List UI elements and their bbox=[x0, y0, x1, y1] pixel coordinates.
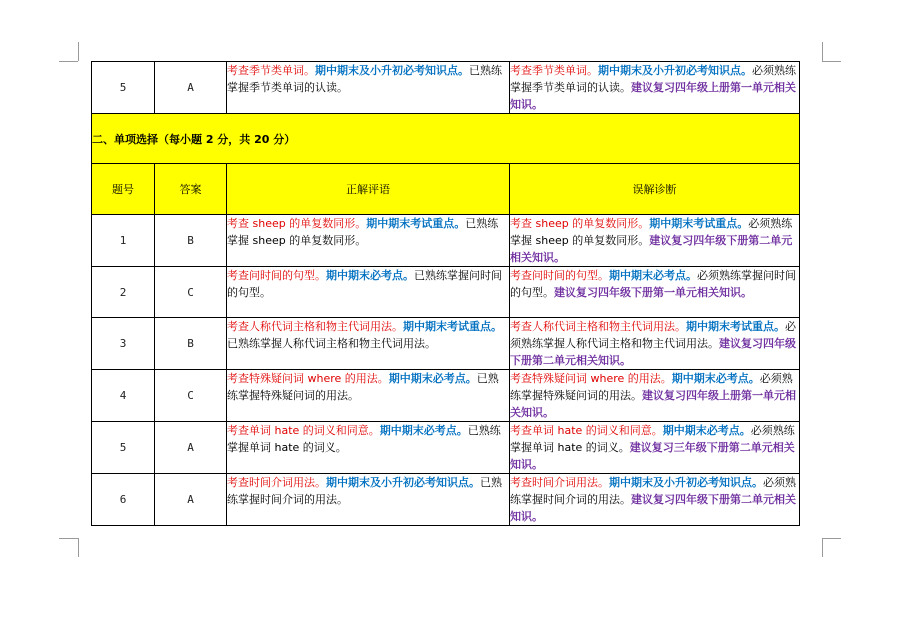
answer-cell: C bbox=[155, 267, 227, 318]
diagnosis-comment bbox=[510, 215, 800, 267]
comment-segment: 必须熟练掌握问时间的句型。 bbox=[510, 269, 796, 299]
comment-segment: 必须熟练掌握时间介词的用法。 bbox=[510, 476, 796, 506]
crop-mark bbox=[78, 42, 79, 61]
comment-segment: 已熟练掌握人称代词主格和物主代词用法。 bbox=[227, 337, 436, 350]
table-row bbox=[92, 215, 800, 267]
comment-segment: 考查 sheep 的单复数同形。 bbox=[510, 217, 650, 230]
diagnosis-comment bbox=[510, 62, 800, 114]
table-row bbox=[92, 474, 800, 526]
comment-segment: 已熟练掌握 sheep 的单复数同形。 bbox=[227, 217, 499, 247]
comment-segment: 期中期末考试重点。 bbox=[686, 320, 785, 333]
comment-segment: 已熟练掌握时间介词的用法。 bbox=[227, 476, 502, 506]
crop-mark bbox=[822, 538, 823, 557]
comment-segment: 建议复习四年级下册第二单元相关知识。 bbox=[510, 337, 796, 367]
comment-segment: 建议复习四年级下册第一单元相关知识。 bbox=[554, 286, 752, 299]
diagnosis-comment bbox=[510, 474, 800, 526]
header-review: 正解评语 bbox=[227, 164, 510, 215]
section-heading-row bbox=[92, 114, 800, 164]
comment-segment: 期中期末考试重点。 bbox=[366, 217, 466, 230]
comment-segment: 期中期末必考点。 bbox=[388, 372, 477, 385]
comment-segment: 期中期末必考点。 bbox=[379, 424, 468, 437]
table-row bbox=[92, 422, 800, 474]
table-row bbox=[92, 370, 800, 422]
crop-mark bbox=[59, 61, 78, 62]
comment-segment: 期中期末必考点。 bbox=[671, 372, 760, 385]
review-comment bbox=[227, 474, 510, 526]
comment-segment: 必须熟练掌握人称代词主格和物主代词用法。 bbox=[510, 320, 796, 350]
comment-segment: 必须熟练掌握 sheep 的单复数同形。 bbox=[510, 217, 793, 247]
review-comment bbox=[227, 370, 510, 422]
crop-mark bbox=[822, 42, 823, 61]
comment-segment: 建议复习四年级下册第二单元相关知识。 bbox=[510, 234, 793, 264]
comment-segment: 已熟练掌握特殊疑问词的用法。 bbox=[227, 372, 499, 402]
header-question-number: 题号 bbox=[92, 164, 155, 215]
question-number: 2 bbox=[92, 267, 155, 318]
review-comment bbox=[227, 267, 510, 318]
diagnosis-comment bbox=[510, 318, 800, 370]
comment-segment: 考查人称代词主格和物主代词用法。 bbox=[227, 320, 403, 333]
comment-segment: 期中期末考试重点。 bbox=[403, 320, 502, 333]
crop-mark bbox=[59, 538, 78, 539]
question-number: 3 bbox=[92, 318, 155, 370]
section-title: 二、单项选择（每小题 2 分，共 20 分） bbox=[92, 114, 800, 164]
comment-segment: 建议复习四年级上册第一单元相关知识。 bbox=[510, 389, 796, 419]
answer-cell: B bbox=[155, 215, 227, 267]
answer-cell: A bbox=[155, 422, 227, 474]
comment-segment: 考查人称代词主格和物主代词用法。 bbox=[510, 320, 686, 333]
comment-segment: 已熟练掌握季节类单词的认读。 bbox=[227, 64, 502, 94]
comment-segment: 建议复习三年级下册第二单元相关知识。 bbox=[510, 441, 795, 471]
review-comment bbox=[227, 62, 510, 114]
crop-mark bbox=[822, 538, 841, 539]
answer-analysis-table bbox=[91, 61, 800, 526]
question-number: 1 bbox=[92, 215, 155, 267]
comment-segment: 期中期末及小升初必考知识点。 bbox=[326, 476, 480, 489]
question-number: 4 bbox=[92, 370, 155, 422]
comment-segment: 考查问时间的句型。 bbox=[227, 269, 326, 282]
header-row bbox=[92, 164, 800, 215]
diagnosis-comment bbox=[510, 370, 800, 422]
comment-segment: 考查时间介词用法。 bbox=[510, 476, 609, 489]
comment-segment: 必须熟练掌握单词 hate 的词义。 bbox=[510, 424, 795, 454]
comment-segment: 期中期末及小升初必考知识点。 bbox=[598, 64, 752, 77]
crop-mark bbox=[78, 538, 79, 557]
answer-cell: A bbox=[155, 474, 227, 526]
header-diagnosis: 误解诊断 bbox=[510, 164, 800, 215]
comment-segment: 期中期末必考点。 bbox=[662, 424, 751, 437]
question-number: 6 bbox=[92, 474, 155, 526]
comment-segment: 已熟练掌握单词 hate 的词义。 bbox=[227, 424, 501, 454]
header-answer: 答案 bbox=[155, 164, 227, 215]
comment-segment: 必须熟练掌握季节类单词的认读。 bbox=[510, 64, 796, 94]
comment-segment: 考查季节类单词。 bbox=[510, 64, 598, 77]
comment-segment: 已熟练掌握问时间的句型。 bbox=[227, 269, 502, 299]
comment-segment: 考查特殊疑问词 where 的用法。 bbox=[510, 372, 672, 385]
table-row bbox=[92, 267, 800, 318]
crop-mark bbox=[822, 61, 841, 62]
review-comment bbox=[227, 422, 510, 474]
comment-segment: 期中期末及小升初必考知识点。 bbox=[315, 64, 469, 77]
comment-segment: 期中期末考试重点。 bbox=[649, 217, 749, 230]
comment-segment: 建议复习四年级下册第二单元相关知识。 bbox=[510, 493, 796, 523]
diagnosis-comment bbox=[510, 422, 800, 474]
comment-segment: 建议复习四年级上册第一单元相关知识。 bbox=[510, 81, 796, 111]
answer-cell: C bbox=[155, 370, 227, 422]
comment-segment: 考查 sheep 的单复数同形。 bbox=[227, 217, 367, 230]
comment-segment: 必须熟练掌握特殊疑问词的用法。 bbox=[510, 372, 793, 402]
comment-segment: 考查单词 hate 的词义和同意。 bbox=[227, 424, 380, 437]
question-number: 5 bbox=[92, 422, 155, 474]
review-comment bbox=[227, 318, 510, 370]
table-row bbox=[92, 318, 800, 370]
table-row bbox=[92, 62, 800, 114]
answer-cell: A bbox=[155, 62, 227, 114]
review-comment bbox=[227, 215, 510, 267]
comment-segment: 考查单词 hate 的词义和同意。 bbox=[510, 424, 663, 437]
comment-segment: 考查时间介词用法。 bbox=[227, 476, 326, 489]
answer-cell: B bbox=[155, 318, 227, 370]
comment-segment: 期中期末必考点。 bbox=[326, 269, 414, 282]
comment-segment: 考查特殊疑问词 where 的用法。 bbox=[227, 372, 389, 385]
comment-segment: 期中期末必考点。 bbox=[609, 269, 697, 282]
question-number: 5 bbox=[92, 62, 155, 114]
comment-segment: 考查问时间的句型。 bbox=[510, 269, 609, 282]
comment-segment: 期中期末及小升初必考知识点。 bbox=[609, 476, 763, 489]
diagnosis-comment bbox=[510, 267, 800, 318]
comment-segment: 考查季节类单词。 bbox=[227, 64, 315, 77]
